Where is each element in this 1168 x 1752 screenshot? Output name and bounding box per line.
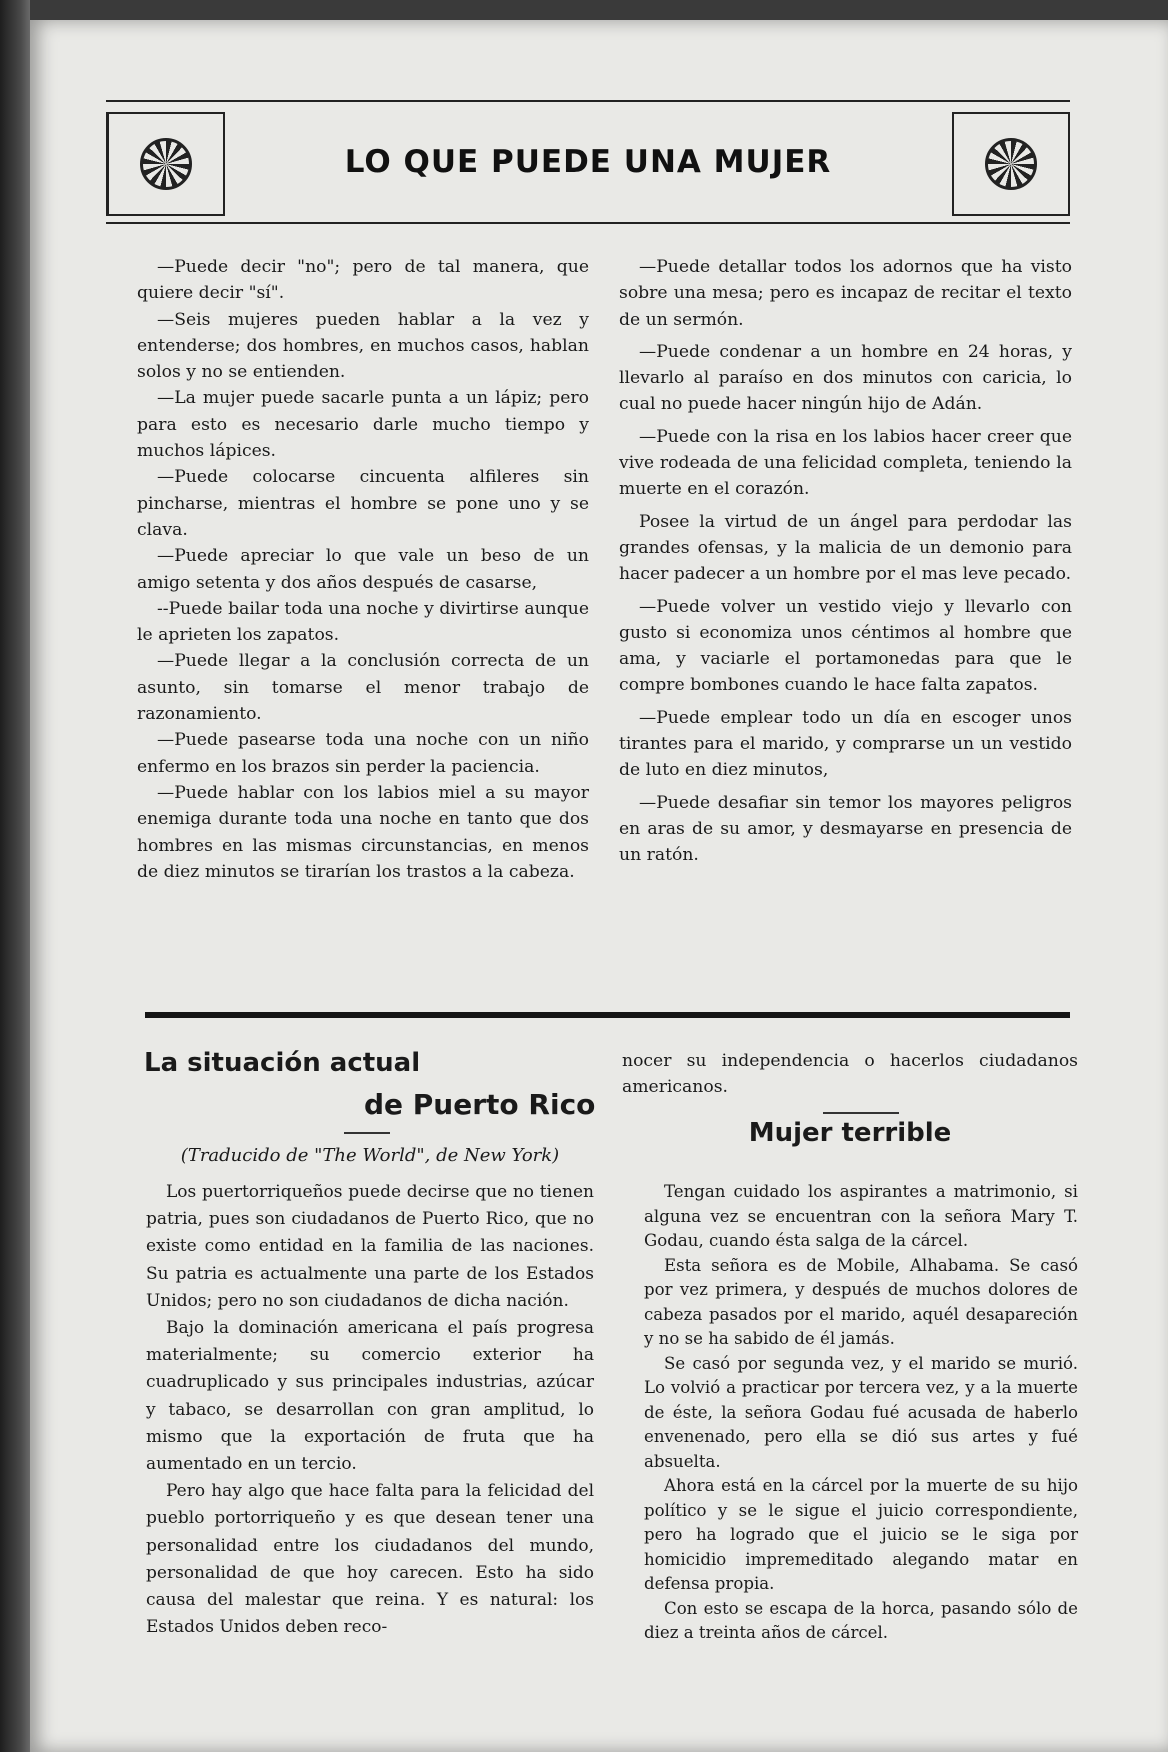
paragraph: —Puede llegar a la conclusión correcta de un asunto, sin tomarse el menor trabajo de razonamiento. [137,651,589,725]
paragraph: Posee la virtud de un ángel para perdodar las grandes ofensas, y la malicia de un demonio para hacer padecer a un hombre por el mas leve pecado. [619,511,1072,585]
article3-title: Mujer terrible [748,1118,952,1148]
header-ornament-right [952,112,1070,216]
page-title: LO QUE PUEDE UNA MUJER [344,144,832,180]
paragraph: Pero hay algo que hace falta para la felicidad del pueblo portorriqueño y es que desean tener una personalidad entre los ciudadanos del mundo, personalidad de que hoy carecen. Esto ha sido causa del malestar que reina. Y es natural: los Estados Unidos deben reco- [146,1481,594,1638]
header-ornament-left [106,112,225,216]
paragraph: —Puede condenar a un hombre en 24 horas, y llevarlo al paraíso en dos minutos con caricia, lo cual no puede hacer ningún hijo de Adán. [619,341,1072,415]
article2-subtitle: (Traducido de "The World", de New York) [180,1145,560,1166]
paragraph: —Puede decir "no"; pero de tal manera, que quiere decir "sí". [137,257,589,304]
paragraph: —Puede volver un vestido viejo y llevarlo con gusto si economiza unos céntimos al hombre que ama, y vaciarle el portamonedas para que le compre bombones cuando le hace falta zapatos. [619,596,1072,696]
article2-title-line2: de Puerto Rico [364,1088,596,1121]
paragraph: —Puede detallar todos los adornos que ha visto sobre una mesa; pero es incapaz de recitar el texto de un sermón. [619,257,1072,330]
article2-body [146,1179,594,1641]
paragraph: Los puertorriqueños puede decirse que no tienen patria, pues son ciudadanos de Puerto Rico, que no existe como entidad en la familia de las naciones. Su patria es actualmente una parte de los Estados Unidos; pero no son ciudadanos de dicha nación. [146,1182,594,1311]
paragraph: Bajo la dominación americana el país progresa materialmente; su comercio exterior ha cuadruplicado y sus principales industrias, azúcar y tabaco, se desarrollan con gran amplitud, lo mismo que la exportación de fruta que ha aumentado en un tercio. [146,1318,594,1475]
rosette-icon [140,138,192,190]
article1-left-column [137,254,589,885]
paragraph: —Puede pasearse toda una noche con un niño enfermo en los brazos sin perder la paciencia. [137,730,589,777]
rosette-icon [985,138,1037,190]
paragraph: —Seis mujeres pueden hablar a la vez y entenderse; dos hombres, en muchos casos, hablan solos y no se entienden. [137,309,589,383]
paragraph: —Puede hablar con los labios miel a su mayor enemiga durante toda una noche en tanto que dos hombres en las mismas circunstancias, en menos de diez minutos se tirarían los trastos a la cabeza. [137,782,589,882]
paragraph: —Puede desafiar sin temor los mayores peligros en aras de su amor, y desmayarse en presencia de un ratón. [619,792,1072,866]
article1-right-column [619,254,1072,869]
paragraph: Ahora está en la cárcel por la muerte de su hijo político y se le sigue el juicio correspondiente, pero ha logrado que el juicio se le siga por homicidio impremeditado alegando matar en defensa propia. [644,1476,1078,1593]
paragraph: —La mujer puede sacarle punta a un lápiz; pero para esto es necesario darle mucho tiempo y muchos lápices. [137,388,589,462]
title-rule [823,1112,899,1114]
paragraph: —Puede con la risa en los labios hacer creer que vive rodeada de una felicidad completa, teniendo la muerte en el corazón. [619,426,1072,500]
title-underline [344,1132,390,1134]
paragraph: Con esto se escapa de la horca, pasando sólo de diez a treinta años de cárcel. [644,1598,1078,1642]
paragraph: Esta señora es de Mobile, Alhabama. Se casó por vez primera, y después de muchos dolores de cabeza pasados por el marido, aquél desapareción y no se ha sabido de él jamás. [644,1255,1078,1348]
book-spine [0,0,30,1752]
paragraph: Se casó por segunda vez, y el marido se murió. Lo volvió a practicar por tercera vez, y a la muerte de éste, la señora Godau fué acusada de haberlo envenenado, pero ella se dió sus artes y fué absuelta. [644,1353,1078,1471]
article3-body [644,1180,1078,1646]
article2-continuation [622,1048,1078,1101]
article2-title-line1: La situación actual [144,1048,421,1078]
header-box [106,100,1070,224]
paragraph: --Puede bailar toda una noche y divirtirse aunque le aprieten los zapatos. [137,598,589,646]
paragraph: —Puede emplear todo un día en escoger unos tirantes para el marido, y comprarse un un vestido de luto en diez minutos, [619,707,1072,781]
paragraph: —Puede colocarse cincuenta alfileres sin pincharse, mientras el hombre se pone uno y se clava. [137,467,589,540]
paragraph: —Puede apreciar lo que vale un beso de un amigo setenta y dos años después de casarse, [137,546,589,593]
section-divider [145,1012,1070,1018]
paragraph: Tengan cuidado los aspirantes a matrimonio, si alguna vez se encuentran con la señora Mary T. Godau, cuando ésta salga de la cárcel. [644,1182,1078,1250]
paragraph: nocer su independencia o hacerlos ciudadanos americanos. [622,1051,1078,1098]
